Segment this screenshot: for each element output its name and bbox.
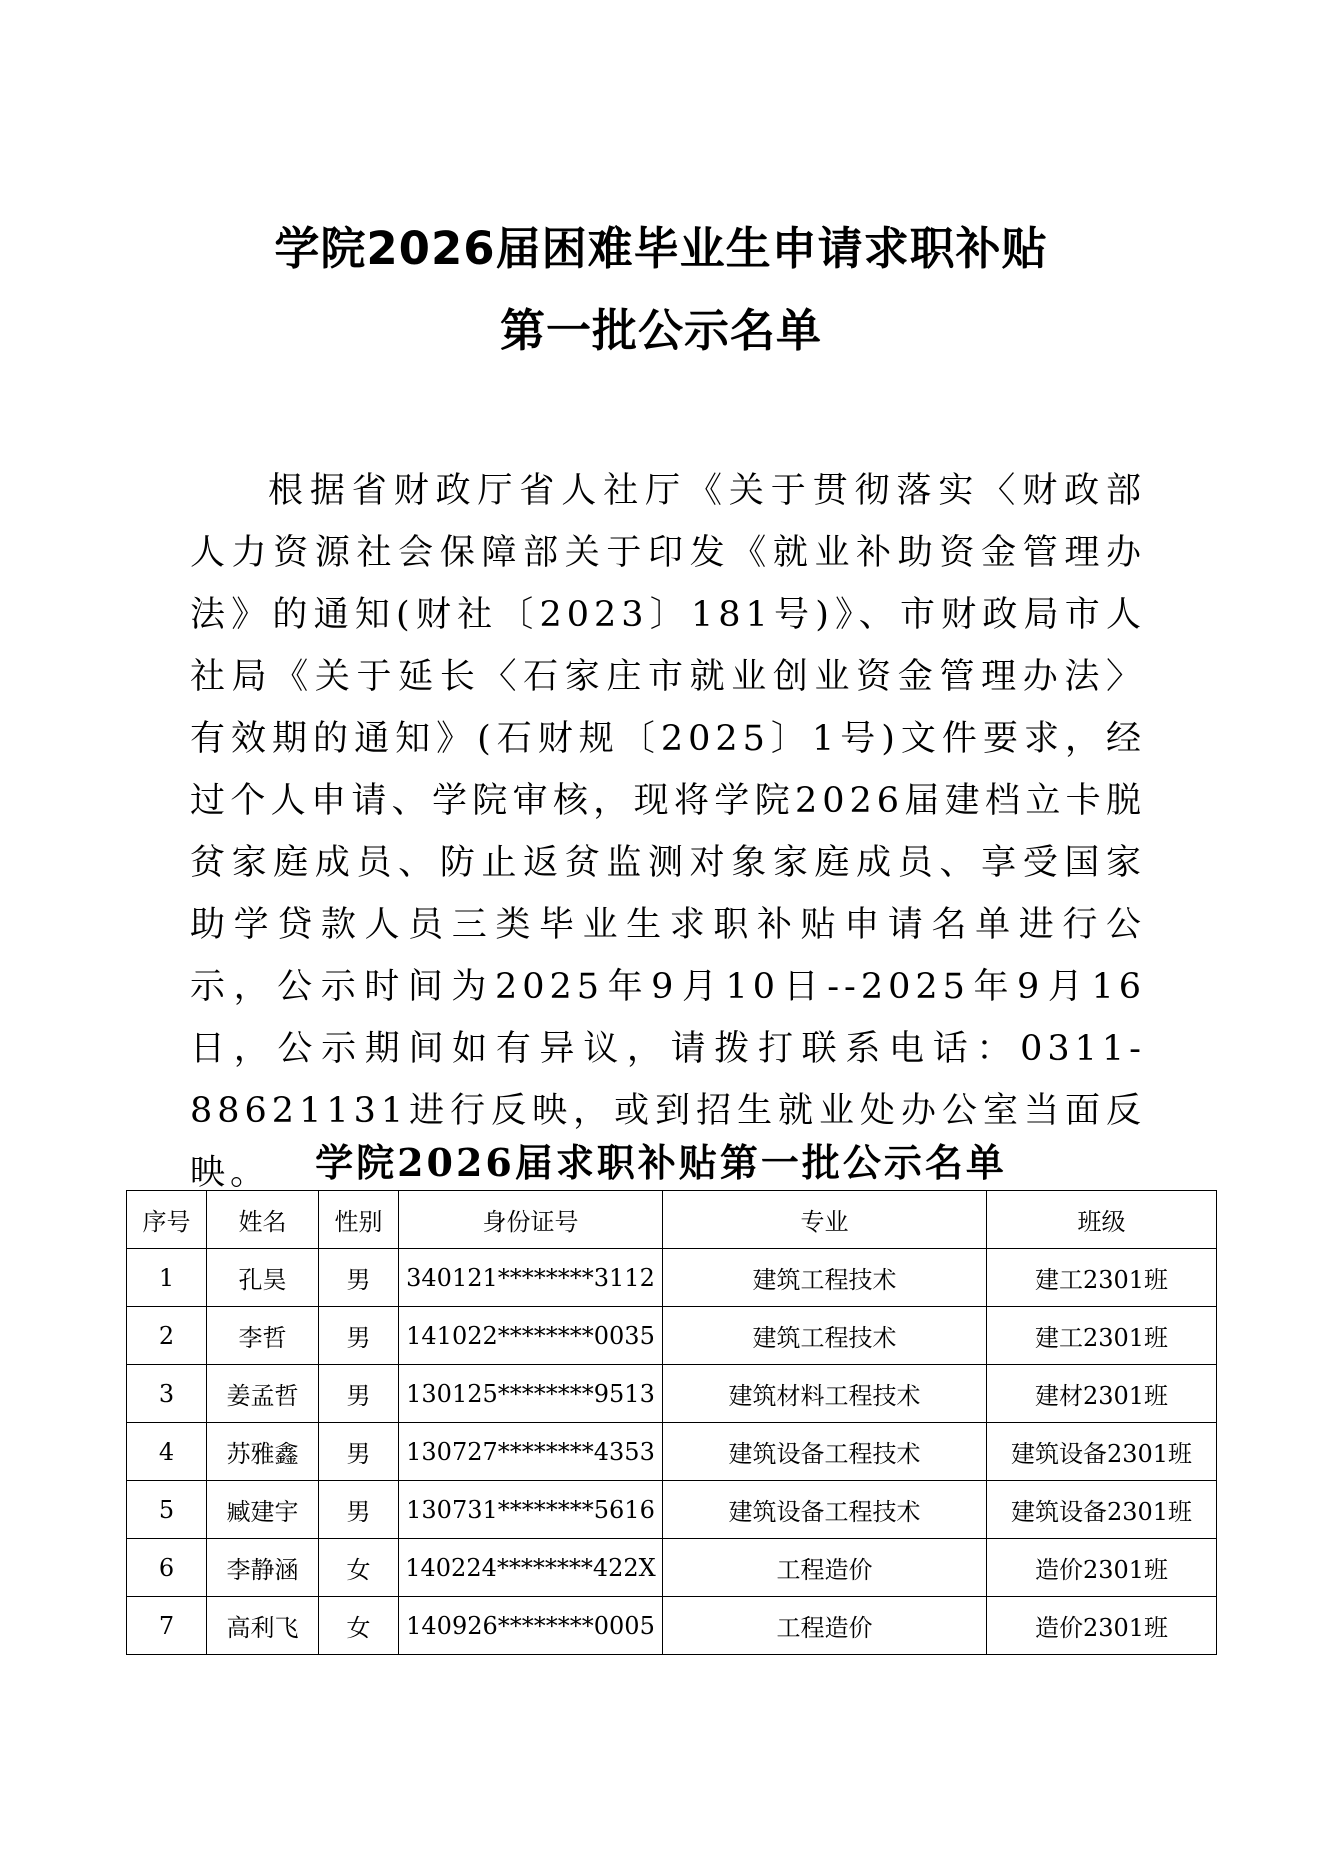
cell-major: 建筑设备工程技术	[663, 1481, 987, 1539]
cell-id-number: 340121********3112	[399, 1249, 663, 1307]
cell-gender: 男	[319, 1249, 399, 1307]
table-row	[127, 1249, 1217, 1307]
cell-index: 1	[127, 1249, 207, 1307]
cell-index: 6	[127, 1539, 207, 1597]
cell-class: 造价2301班	[987, 1597, 1217, 1655]
notice-paragraph: 根据省财政厅省人社厅《关于贯彻落实〈财政部人力资源社会保障部关于印发《就业补助资金管理办法》的通知(财社〔2023〕181号)》、市财政局市人社局《关于延长〈石家庄市就业创业资金管理办法〉有效期的通知》(石财规〔2025〕1号)文件要求，经过个人申请、学院审核，现将学院2026届建档立卡脱贫家庭成员、防止返贫监测对象家庭成员、享受国家助学贷款人员三类毕业生求职补贴申请名单进行公示，公示时间为2025年9月10日--2025年9月16日，公示期间如有异议，请拨打联系电话：0311-88621131进行反映，或到招生就业处办公室当面反映。	[190, 471, 1146, 1193]
cell-id-number: 130731********5616	[399, 1481, 663, 1539]
title-line-2: 第一批公示名单	[499, 304, 822, 357]
cell-index: 3	[127, 1365, 207, 1423]
cell-major: 工程造价	[663, 1597, 987, 1655]
header-cell-name: 姓名	[207, 1191, 319, 1249]
cell-major: 建筑工程技术	[663, 1307, 987, 1365]
cell-index: 7	[127, 1597, 207, 1655]
cell-class: 建工2301班	[987, 1307, 1217, 1365]
cell-class: 建筑设备2301班	[987, 1423, 1217, 1481]
cell-index: 2	[127, 1307, 207, 1365]
cell-major: 建筑工程技术	[663, 1249, 987, 1307]
header-cell-class: 班级	[987, 1191, 1217, 1249]
table-row	[127, 1539, 1217, 1597]
cell-id-number: 140926********0005	[399, 1597, 663, 1655]
table-row	[127, 1307, 1217, 1365]
cell-major: 工程造价	[663, 1539, 987, 1597]
cell-id-number: 130727********4353	[399, 1423, 663, 1481]
cell-class: 造价2301班	[987, 1539, 1217, 1597]
table-row	[127, 1481, 1217, 1539]
document-title	[0, 208, 1322, 372]
cell-id-number: 140224********422X	[399, 1539, 663, 1597]
table-row	[127, 1597, 1217, 1655]
title-line-1: 学院2026届困难毕业生申请求职补贴	[274, 222, 1048, 275]
cell-name: 孔昊	[207, 1249, 319, 1307]
table-row	[127, 1365, 1217, 1423]
cell-class: 建材2301班	[987, 1365, 1217, 1423]
cell-gender: 男	[319, 1307, 399, 1365]
cell-class: 建筑设备2301班	[987, 1481, 1217, 1539]
table-row	[127, 1423, 1217, 1481]
cell-name: 姜孟哲	[207, 1365, 319, 1423]
cell-major: 建筑设备工程技术	[663, 1423, 987, 1481]
cell-name: 李静涵	[207, 1539, 319, 1597]
table-header-row	[127, 1191, 1217, 1249]
cell-id-number: 130125********9513	[399, 1365, 663, 1423]
cell-gender: 女	[319, 1539, 399, 1597]
header-cell-index: 序号	[127, 1191, 207, 1249]
table-title: 学院2026届求职补贴第一批公示名单	[315, 1140, 1007, 1185]
roster-table	[126, 1190, 1217, 1655]
cell-id-number: 141022********0035	[399, 1307, 663, 1365]
cell-name: 臧建宇	[207, 1481, 319, 1539]
cell-gender: 女	[319, 1597, 399, 1655]
cell-index: 4	[127, 1423, 207, 1481]
cell-gender: 男	[319, 1481, 399, 1539]
cell-name: 李哲	[207, 1307, 319, 1365]
cell-index: 5	[127, 1481, 207, 1539]
cell-gender: 男	[319, 1423, 399, 1481]
header-cell-id-number: 身份证号	[399, 1191, 663, 1249]
header-cell-gender: 性别	[319, 1191, 399, 1249]
cell-name: 苏雅鑫	[207, 1423, 319, 1481]
cell-name: 高利飞	[207, 1597, 319, 1655]
cell-class: 建工2301班	[987, 1249, 1217, 1307]
cell-gender: 男	[319, 1365, 399, 1423]
cell-major: 建筑材料工程技术	[663, 1365, 987, 1423]
header-cell-major: 专业	[663, 1191, 987, 1249]
